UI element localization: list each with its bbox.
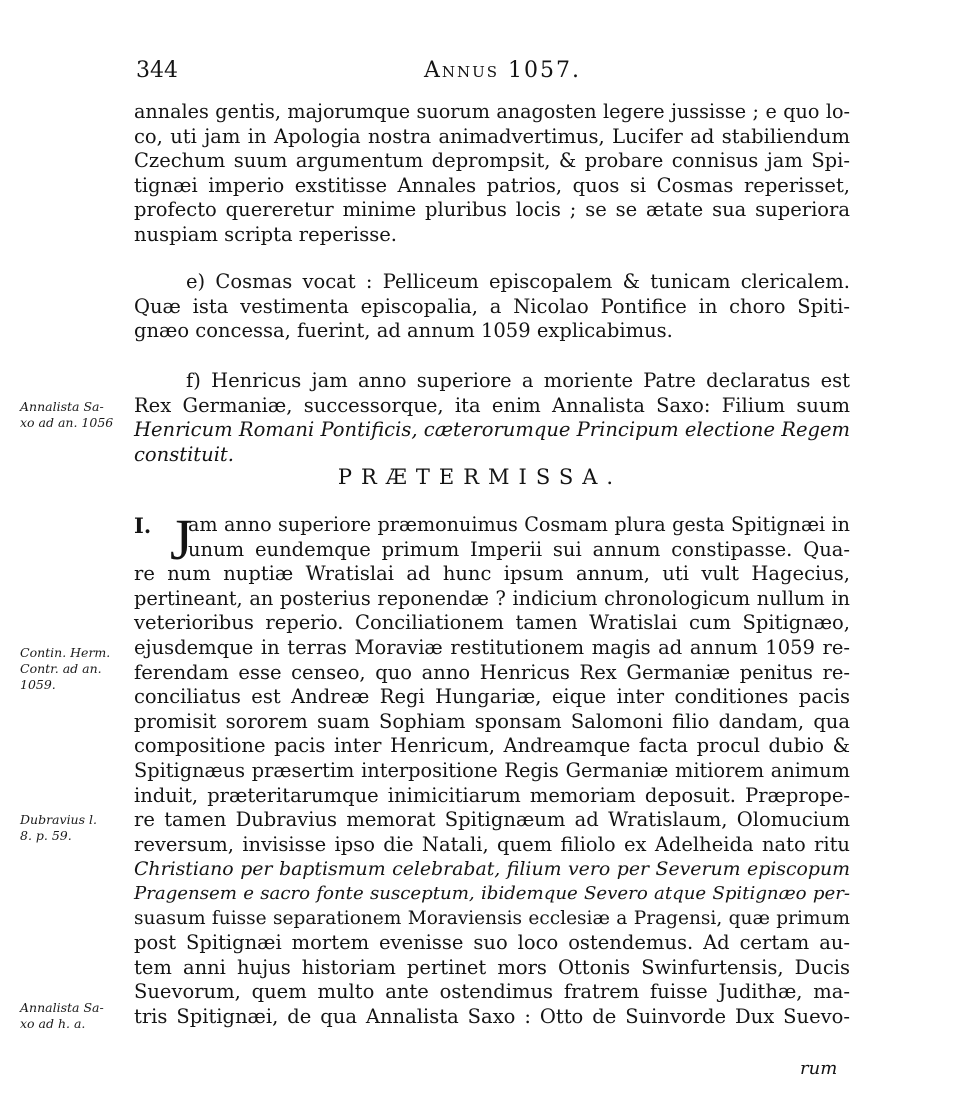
text-line: co, uti jam in Apologia nostra animadvertimus, Lucifer ad stabiliendum <box>134 124 850 148</box>
paragraph-annales <box>134 100 850 248</box>
margin-note-line: Annalista Sa- <box>20 399 104 414</box>
drop-cap: J <box>170 507 193 572</box>
text-line: Czechum suum argumentum deprompsit, & probare connisus jam Spi- <box>134 149 850 173</box>
footnote-f <box>134 369 850 467</box>
page-header <box>0 58 960 94</box>
text-line: re tamen Dubravius memorat Spitignæum ad Wratislaum, Olomucium <box>134 808 850 832</box>
text-line: nuspiam scripta reperisse. <box>134 222 397 246</box>
section-heading: PRÆTERMISSA. <box>337 465 623 489</box>
text-line: annales gentis, majorumque suorum anagosten legere jussisse ; e quo lo- <box>134 100 850 123</box>
text-line: reversum, invisisse ipso die Natali, quem filiolo ex Adelheida nato ritu <box>134 832 850 856</box>
margin-note <box>20 1000 130 1032</box>
text-line: ferendam esse censeo, quo anno Henricus Rex Germaniæ penitus re- <box>134 660 850 684</box>
page-number: 344 <box>136 58 178 83</box>
text-line: Quæ ista vestimenta episcopalia, a Nicolao Pontifice in choro Spiti- <box>134 294 850 318</box>
margin-note-line: Contr. ad an. <box>20 661 102 676</box>
margin-note-line: Contin. Herm. <box>20 645 111 660</box>
text-line: conciliatus est Andreæ Regi Hungariæ, eique inter conditiones pacis <box>134 685 850 709</box>
text-line: tris Spitignæi, de qua Annalista Saxo : Otto de Suinvorde Dux Suevo- <box>134 1004 850 1028</box>
text-line: post Spitignæi mortem evenisse suo loco ostendemus. Ad certam au- <box>134 931 850 955</box>
section-numeral: I. <box>134 513 152 538</box>
text-line: Henricum Romani Pontificis, cæterorumque Principum electione Regem <box>134 418 850 442</box>
text-line: gnæo concessa, fuerint, ad annum 1059 explicabimus. <box>134 319 673 343</box>
text-line: unum eundemque primum Imperii sui annum constipasse. Qua- <box>188 537 850 561</box>
text-line: f) Henricus jam anno superiore a moriente Patre declaratus est <box>186 369 850 392</box>
text-line: tignæi imperio exstitisse Annales patrios, quos si Cosmas reperisset, <box>134 173 850 197</box>
text-line: e) Cosmas vocat : Pelliceum episcopalem & tunicam clericalem. <box>186 270 850 293</box>
margin-note-line: 1059. <box>20 677 56 692</box>
margin-note-line: Annalista Sa- <box>20 1000 104 1015</box>
text-line: constituit. <box>134 442 234 466</box>
text-line: induit, præteritarumque inimicitiarum memoriam deposuit. Præpropе- <box>134 783 850 807</box>
text-line: Christiano per baptismum celebrabat, filium vero per Severum episcopum <box>134 858 850 881</box>
text-line: Pragensem e sacro fonte susceptum, ibidemque Severo atque Spitignæo per- <box>134 882 850 904</box>
running-head <box>424 58 581 83</box>
text-line: am anno superiore præmonuimus Cosmam plura gesta Spitignæi in <box>188 513 850 536</box>
text-line: promisit sororem suam Sophiam sponsam Salomoni filio dandam, qua <box>134 709 850 733</box>
text-line: compositione pacis inter Henricum, Andreamque facta procul dubio & <box>134 734 850 758</box>
text-line: ejusdemque in terras Moraviæ restitutionem magis ad annum 1059 re- <box>134 635 850 659</box>
margin-note <box>20 812 130 844</box>
text-line: re num nuptiæ Wratislai ad hunc ipsum annum, uti vult Hagecius, <box>134 562 850 586</box>
margin-note <box>20 399 130 431</box>
footnote-e <box>134 270 850 344</box>
text-line: veterioribus reperio. Conciliationem tamen Wratislai cum Spitignæo, <box>134 611 850 635</box>
text-line: tem anni hujus historiam pertinet mors Ottonis Swinfurtensis, Ducis <box>134 955 850 979</box>
margin-note-line: Dubravius l. <box>20 812 97 827</box>
text-line: profecto quereretur minime pluribus locis ; se se ætate sua superiora <box>134 198 850 222</box>
running-head-text: Annus 1057. <box>424 58 582 83</box>
text-line: suasum fuisse separationem Moraviensis ecclesiæ a Pragensi, quæ primum <box>134 907 850 929</box>
paragraph-praetermissa <box>134 507 850 1029</box>
margin-note-line: xo ad an. 1056 <box>20 415 114 430</box>
catchword: rum <box>800 1058 838 1079</box>
margin-note-line: xo ad h. a. <box>20 1016 86 1031</box>
margin-note <box>20 645 130 693</box>
text-line: Spitignæus præsertim interpositione Regis Germaniæ mitiorem animum <box>134 758 850 782</box>
text-line: Rex Germaniæ, successorque, ita enim Annalista Saxo: Filium suum <box>134 393 850 417</box>
margin-note-line: 8. p. 59. <box>20 828 72 843</box>
text-line: Suevorum, quem multo ante ostendimus fratrem fuisse Judithæ, ma- <box>134 980 850 1004</box>
text-line: pertineant, an posterius reponendæ ? indicium chronologicum nullum in <box>134 586 850 610</box>
